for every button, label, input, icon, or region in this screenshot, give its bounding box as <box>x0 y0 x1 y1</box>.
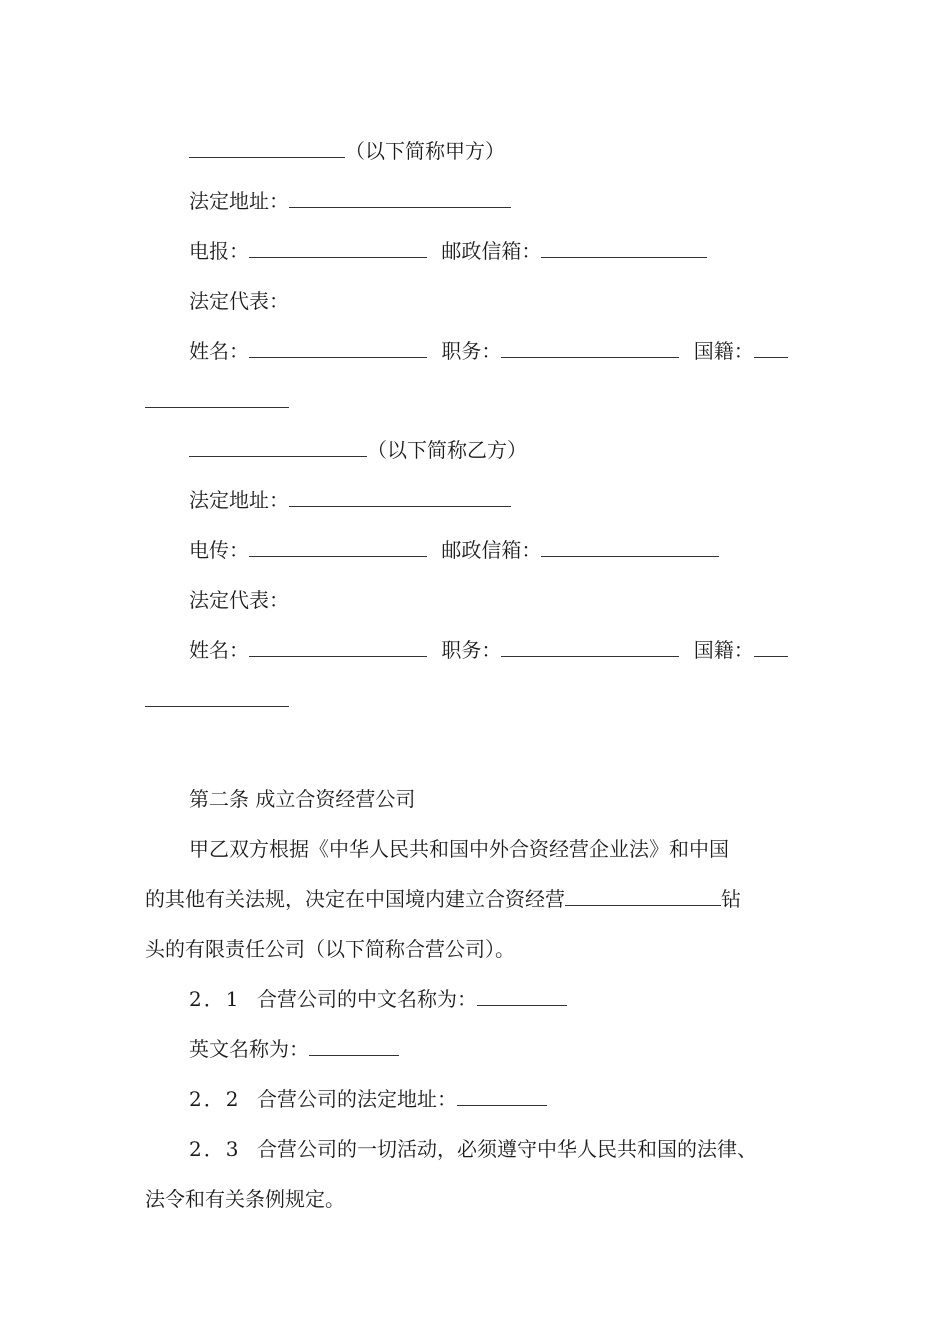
party-a-nationality-label: 国籍： <box>693 339 754 363</box>
clause-2-2-text: 合营公司的法定地址： <box>257 1087 457 1111</box>
party-b-fax-blank <box>249 536 427 557</box>
jv-address-blank <box>457 1085 547 1106</box>
article-2-para-line-2-text: 的其他有关法规，决定在中国境内建立合资经营 <box>145 887 565 911</box>
jv-product-blank <box>565 885 721 906</box>
party-b-rep-details-line <box>189 636 788 664</box>
party-b-rep-name-blank <box>249 636 427 657</box>
party-b-position-label: 职务： <box>441 638 502 662</box>
clause-2-1-text: 合营公司的中文名称为： <box>257 987 477 1011</box>
party-a-rep-name-blank <box>249 337 427 358</box>
party-a-rep-line <box>189 287 289 315</box>
party-a-po-box-label: 邮政信箱： <box>441 239 542 263</box>
clause-2-2-number: 2．2 <box>189 1087 241 1111</box>
party-b-contact-line <box>189 536 719 564</box>
party-b-rep-label: 法定代表： <box>189 588 289 612</box>
party-a-telegram-label: 电报： <box>189 239 249 263</box>
party-a-nationality-cont <box>145 387 289 415</box>
article-2-para-line-1: 甲乙双方根据《中华人民共和国中外合资经营企业法》和中国 <box>189 837 729 861</box>
clause-2-3 <box>189 1135 757 1163</box>
clause-2-3-text: 合营公司的一切活动，必须遵守中华人民共和国的法律、 <box>257 1137 757 1161</box>
party-a-address-blank <box>289 187 511 208</box>
clause-2-1-number: 2．1 <box>189 987 241 1011</box>
party-b-name-blank <box>189 436 367 457</box>
party-b-po-box-blank <box>541 536 719 557</box>
party-b-rep-line <box>189 586 289 614</box>
party-b-nationality-cont <box>145 686 289 714</box>
party-b-address-label: 法定地址： <box>189 488 289 512</box>
party-a-abbr: （以下简称甲方） <box>345 139 505 163</box>
chinese-name-blank <box>477 985 567 1006</box>
party-b-nationality-blank-cont <box>145 686 289 707</box>
party-b-address-line <box>189 486 511 514</box>
party-a-nationality-blank-cont <box>145 387 289 408</box>
party-b-nationality-label: 国籍： <box>693 638 754 662</box>
party-a-address-line <box>189 187 511 215</box>
clause-2-3-number: 2．3 <box>189 1137 241 1161</box>
party-b-abbr: （以下简称乙方） <box>367 438 527 462</box>
party-a-name-label: 姓名： <box>189 339 249 363</box>
party-a-telegram-blank <box>249 237 427 258</box>
english-name-blank <box>309 1035 399 1056</box>
party-b-po-box-label: 邮政信箱： <box>441 538 542 562</box>
english-name-label: 英文名称为： <box>189 1037 309 1061</box>
article-2-heading: 第二条 成立合资经营公司 <box>189 787 416 811</box>
party-a-address-label: 法定地址： <box>189 189 289 213</box>
clause-2-2 <box>189 1085 547 1113</box>
party-b-position-blank <box>501 636 679 657</box>
party-b-name-label: 姓名： <box>189 638 249 662</box>
clause-2-1 <box>189 985 567 1013</box>
article-2-para-line-2-end: 钻 <box>721 887 741 911</box>
article-2-para-line-3: 头的有限责任公司（以下简称合营公司）。 <box>145 937 515 961</box>
party-b-fax-label: 电传： <box>189 538 249 562</box>
party-a-po-box-blank <box>541 237 707 258</box>
party-a-position-blank <box>501 337 679 358</box>
party-a-name-blank <box>189 137 345 158</box>
party-b-address-blank <box>289 486 511 507</box>
party-b-nationality-blank <box>754 636 788 657</box>
article-2-para-line-2 <box>145 885 741 913</box>
party-a-name-line <box>189 137 505 165</box>
party-a-position-label: 职务： <box>441 339 502 363</box>
party-b-name-line <box>189 436 527 464</box>
party-a-rep-label: 法定代表： <box>189 289 289 313</box>
party-a-rep-details-line <box>189 337 788 365</box>
clause-2-3-line-2: 法令和有关条例规定。 <box>145 1187 345 1211</box>
clause-2-1-english <box>189 1035 399 1063</box>
party-a-contact-line <box>189 237 707 265</box>
party-a-nationality-blank <box>754 337 788 358</box>
